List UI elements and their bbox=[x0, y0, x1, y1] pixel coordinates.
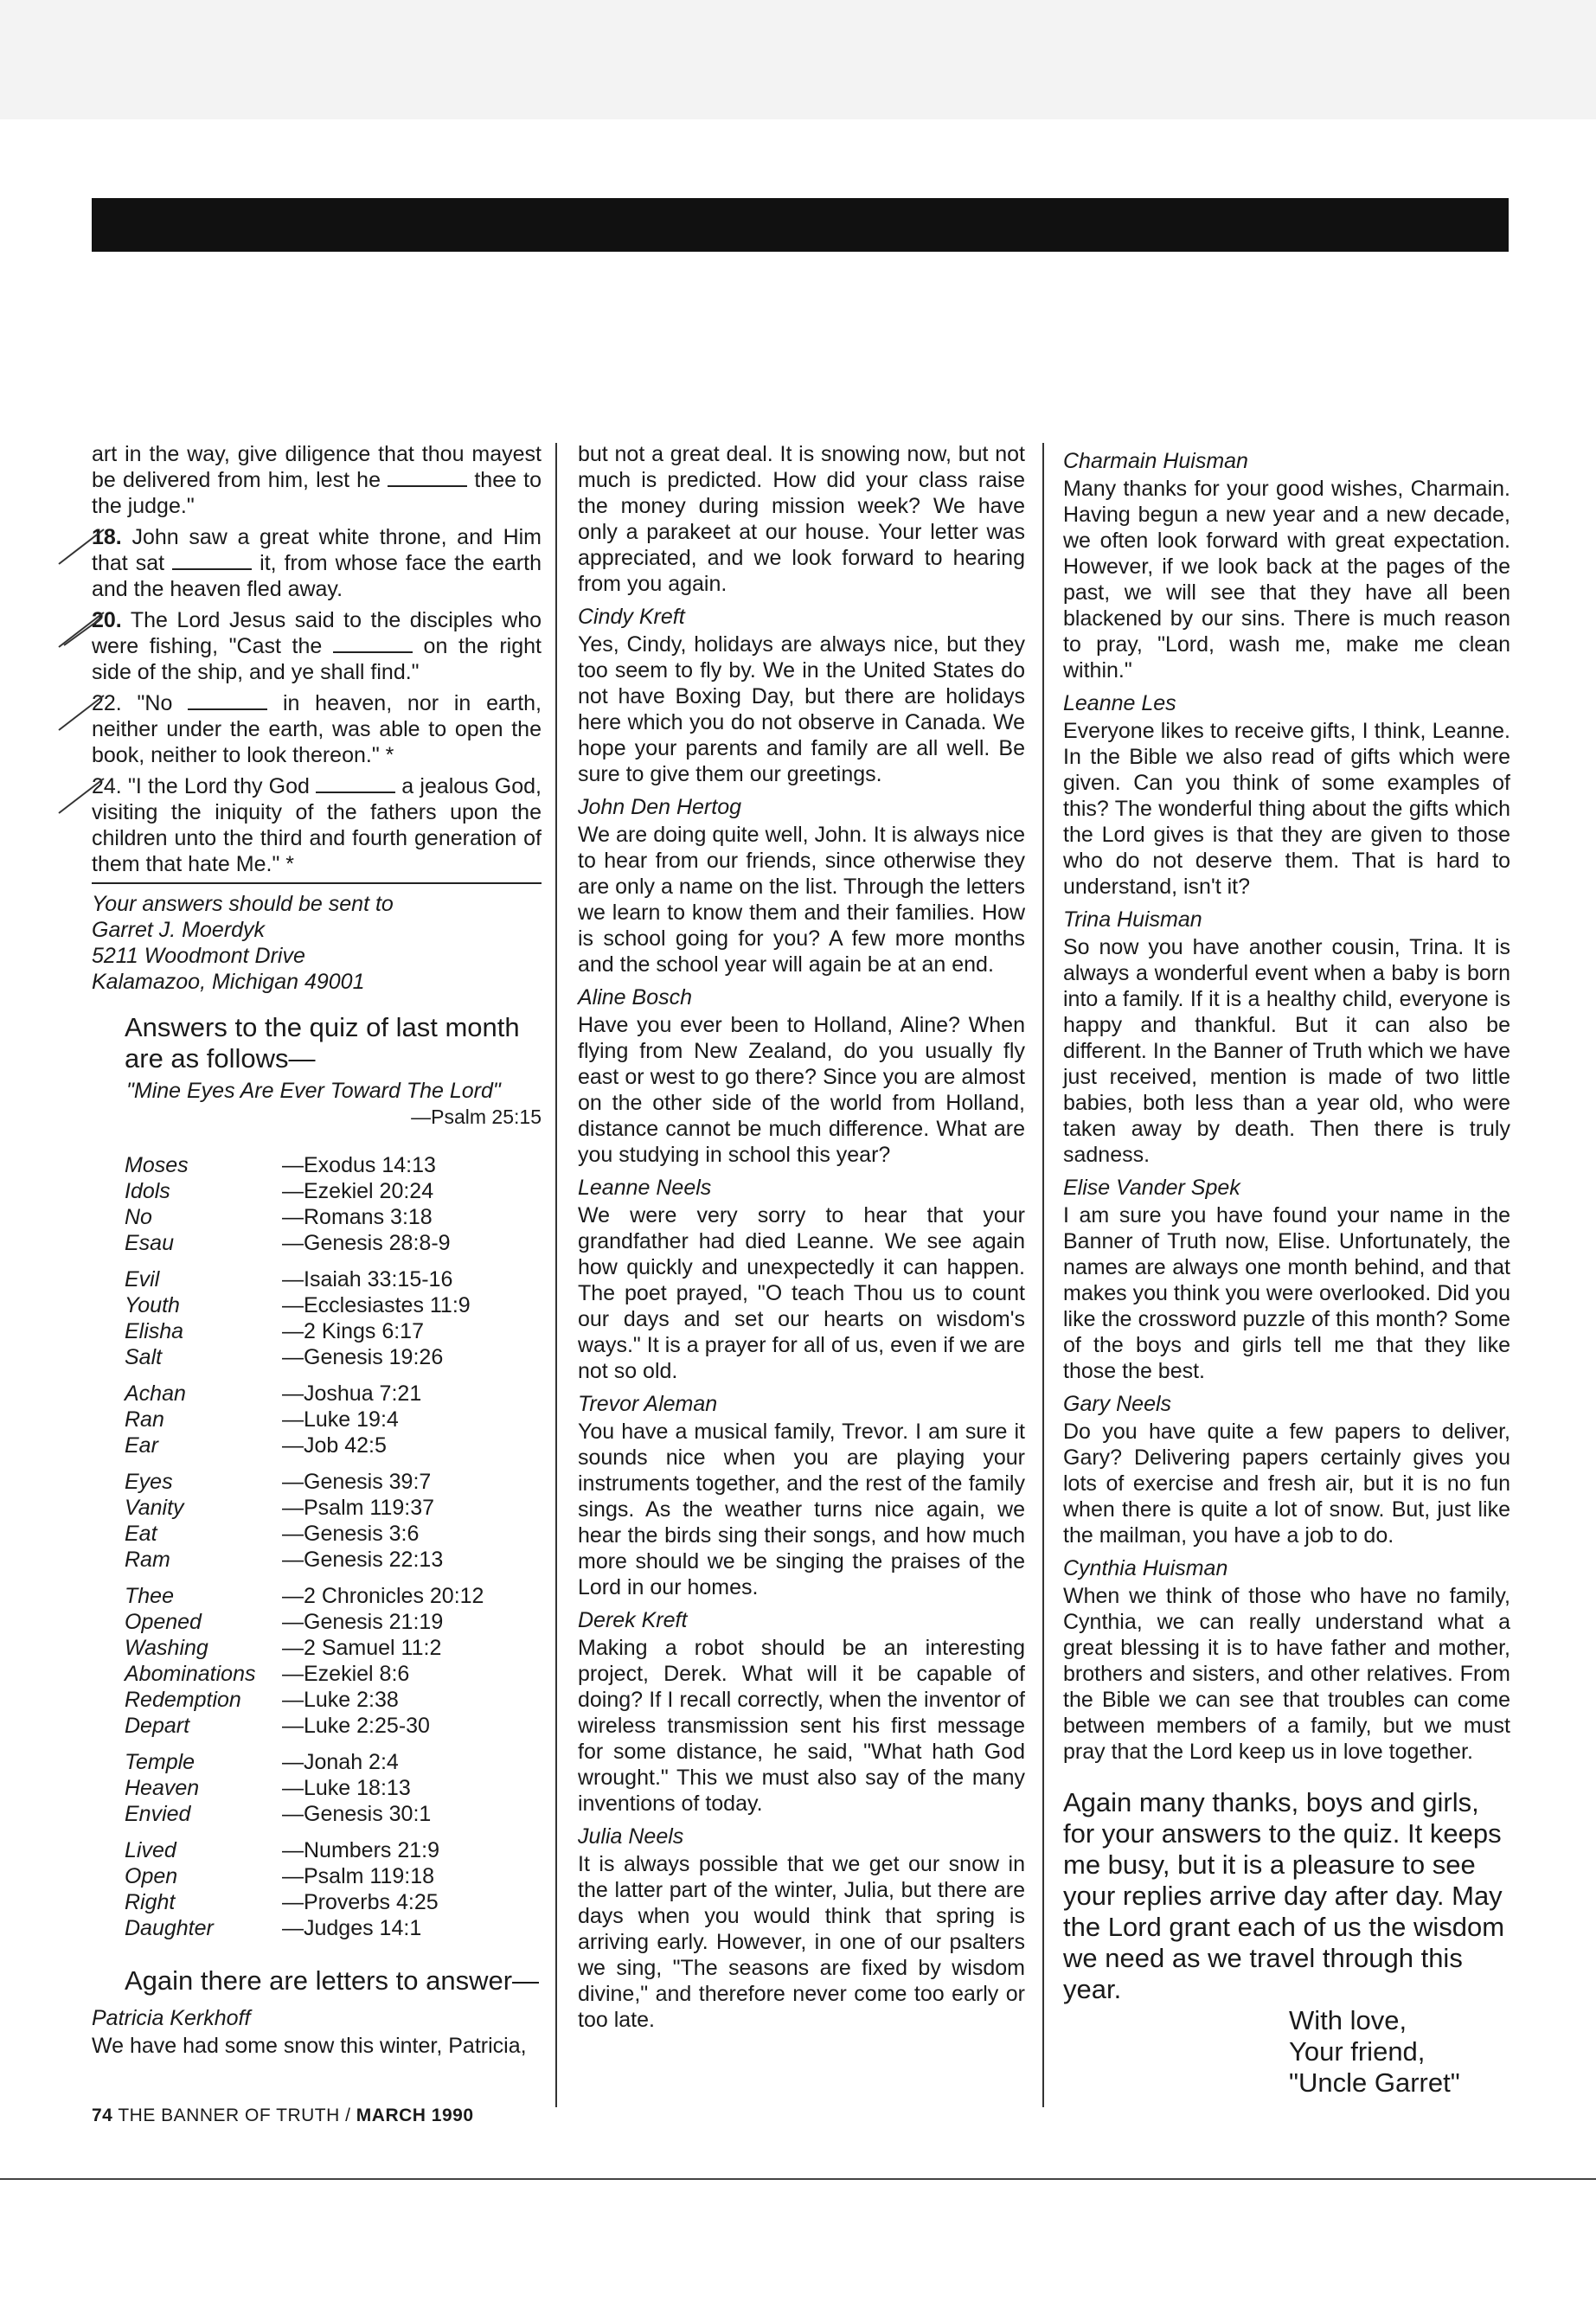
answer-reference: —Genesis 30:1 bbox=[282, 1802, 432, 1826]
answer-row bbox=[125, 1687, 484, 1713]
answer-row bbox=[125, 1827, 484, 1863]
answer-row bbox=[125, 1889, 484, 1915]
answer-reference: —Genesis 21:19 bbox=[282, 1610, 444, 1634]
checkmark-icon bbox=[57, 528, 106, 566]
answer-word: Depart bbox=[125, 1714, 190, 1738]
answer-word: Achan bbox=[125, 1381, 186, 1406]
quiz-question: 22. "No in heaven, nor in earth, neither under the earth, was able to open the book, neither to look thereon." * bbox=[92, 690, 542, 768]
answer-reference: —2 Kings 6:17 bbox=[282, 1319, 424, 1343]
letter-recipient: Cynthia Huisman bbox=[1063, 1556, 1228, 1580]
answer-reference: —Job 42:5 bbox=[282, 1433, 387, 1458]
letter-text: Everyone likes to receive gifts, I think, Leanne. In the Bible we also read of gifts which were given. Can you think of some examples of this? The wonderful thing about the gifts which the Lord gives is that they are given to those who do not deserve them. That is hard to understand, isn't it? bbox=[1063, 719, 1510, 899]
answer-row bbox=[125, 1713, 484, 1739]
answer-reference: —Proverbs 4:25 bbox=[282, 1890, 439, 1914]
answer-word: Right bbox=[125, 1890, 176, 1914]
answer-reference: —Genesis 19:26 bbox=[282, 1345, 444, 1369]
letter-recipient: Charmain Huisman bbox=[1063, 449, 1248, 473]
letter-text: Many thanks for your good wishes, Charmain. Having begun a new year and a new decade, we often look forward with great expectation. However, if we look back at the pages of the past, we will see that they have all been blackened by our sins. There is much reason to pray, "Lord, wash me, make me clean within." bbox=[1063, 477, 1510, 683]
bottom-rule bbox=[0, 2178, 1596, 2180]
letter-text: We are doing quite well, John. It is always nice to hear from our friends, since otherwise they are only a name on the list. Through the letters we learn to know them and their families. How is school going for you? A few more months and the school year will again be at an end. bbox=[578, 823, 1025, 977]
answer-row bbox=[125, 1661, 484, 1687]
answer-reference: —Romans 3:18 bbox=[282, 1205, 433, 1229]
quiz-intro: art in the way, give diligence that thou mayest be delivered from him, lest he thee to the judge." bbox=[92, 442, 542, 518]
answer-reference: —Genesis 39:7 bbox=[282, 1470, 432, 1494]
column-left bbox=[92, 441, 542, 2059]
letter-recipient: Aline Bosch bbox=[578, 985, 693, 1009]
sign-off: With love, bbox=[1289, 2005, 1407, 2035]
answer-word: Envied bbox=[125, 1802, 191, 1826]
answer-row bbox=[125, 1495, 484, 1521]
answer-word: No bbox=[125, 1205, 152, 1229]
answers-heading: Answers to the quiz of last month are as follows— bbox=[125, 1012, 520, 1074]
letter-recipient: Leanne Les bbox=[1063, 691, 1176, 715]
letter-text: but not a great deal. It is snowing now, but not much is predicted. How did your class raise the money during mission week? We have only a parakeet at our house. Your letter was appreciated, and we look forward to hearing from you again. bbox=[578, 442, 1025, 596]
answer-reference: —Luke 2:25-30 bbox=[282, 1714, 430, 1738]
question-number: 20. bbox=[92, 608, 122, 632]
answer-reference: —Psalm 119:37 bbox=[282, 1496, 435, 1520]
answer-reference: —Luke 18:13 bbox=[282, 1776, 411, 1800]
answer-row bbox=[125, 1407, 484, 1433]
answers-table bbox=[125, 1152, 484, 1941]
answer-word: Daughter bbox=[125, 1916, 214, 1940]
answer-word: Open bbox=[125, 1864, 178, 1888]
answer-reference: —Numbers 21:9 bbox=[282, 1838, 440, 1862]
answer-reference: —Joshua 7:21 bbox=[282, 1381, 422, 1406]
column-right bbox=[1063, 441, 1510, 2099]
quiz-question: 18. John saw a great white throne, and Him that sat it, from whose face the earth and the heaven fled away. bbox=[92, 524, 542, 602]
answer-word: Ram bbox=[125, 1548, 170, 1572]
letter-recipient: Trina Huisman bbox=[1063, 907, 1202, 932]
letter-text: You have a musical family, Trevor. I am sure it sounds nice when you are playing your instruments together, and the rest of the family sings. As the weather turns nice again, we hear the birds sing their songs, and how much more should we be singing the praises of the Lord in our homes. bbox=[578, 1420, 1025, 1599]
address-line: Your answers should be sent to bbox=[92, 892, 394, 916]
column-rule bbox=[555, 443, 557, 2107]
answer-reference: —Exodus 14:13 bbox=[282, 1153, 436, 1177]
answer-reference: —Genesis 3:6 bbox=[282, 1522, 420, 1546]
answer-word: Temple bbox=[125, 1750, 195, 1774]
sign-off: Your friend, bbox=[1289, 2036, 1426, 2067]
answer-reference: —Judges 14:1 bbox=[282, 1916, 422, 1940]
answer-row bbox=[125, 1609, 484, 1635]
answer-row bbox=[125, 1801, 484, 1827]
answer-reference: —Jonah 2:4 bbox=[282, 1750, 399, 1774]
checkmark-icon bbox=[57, 694, 106, 732]
letter-text: It is always possible that we get our snow in the latter part of the winter, Julia, but there are days when you would think that spring is arriving early. However, in one of our psalters we sing, "The seasons are fixed by wisdom divine," and therefore never come too early or too late. bbox=[578, 1852, 1025, 2032]
page-footer bbox=[92, 2106, 474, 2126]
answer-reference: —2 Samuel 11:2 bbox=[282, 1636, 442, 1660]
answer-row bbox=[125, 1635, 484, 1661]
answer-word: Esau bbox=[125, 1231, 174, 1255]
letter-recipient: Leanne Neels bbox=[578, 1176, 712, 1200]
answer-row bbox=[125, 1152, 484, 1178]
letter-recipient: Gary Neels bbox=[1063, 1392, 1172, 1416]
answer-reference: —Ezekiel 20:24 bbox=[282, 1179, 434, 1203]
answer-blank bbox=[172, 553, 252, 570]
letter-text: Yes, Cindy, holidays are always nice, but they too seem to fly by. We in the United States do not have Boxing Day, but there are holidays here which you do not observe in Canada. We hope your parents and family are all well. Be sure to give them our greetings. bbox=[578, 632, 1025, 786]
letter-recipient: Cindy Kreft bbox=[578, 605, 685, 629]
answer-reference: —Psalm 119:18 bbox=[282, 1864, 435, 1888]
column-rule bbox=[1042, 443, 1044, 2107]
answer-word: Lived bbox=[125, 1838, 176, 1862]
letter-recipient: Trevor Aleman bbox=[578, 1392, 718, 1416]
answer-word: Eat bbox=[125, 1522, 157, 1546]
publication-name: THE BANNER OF TRUTH / bbox=[118, 2106, 351, 2125]
answer-row bbox=[125, 1344, 484, 1370]
answers-reference: —Psalm 25:15 bbox=[411, 1106, 542, 1128]
answer-word: Eyes bbox=[125, 1470, 173, 1494]
checkmark-icon bbox=[57, 777, 106, 815]
answer-row bbox=[125, 1573, 484, 1609]
answer-blank bbox=[188, 693, 267, 710]
signature: "Uncle Garret" bbox=[1289, 2067, 1460, 2098]
answer-word: Thee bbox=[125, 1584, 174, 1608]
answer-row bbox=[125, 1739, 484, 1775]
answer-row bbox=[125, 1915, 484, 1941]
letters-list bbox=[578, 604, 1025, 2033]
answer-reference: —Luke 2:38 bbox=[282, 1688, 399, 1712]
letter-text: When we think of those who have no family, Cynthia, we can really understand what a great blessing it is to have father and mother, brothers and sisters, and other relatives. From the Bible we can see that troubles can come between members of a family, but we must pray that the Lord keep us in love together. bbox=[1063, 1584, 1510, 1764]
answers-quote: "Mine Eyes Are Ever Toward The Lord" bbox=[126, 1079, 501, 1103]
page-number: 74 bbox=[92, 2106, 113, 2125]
answer-word: Redemption bbox=[125, 1688, 241, 1712]
letters-list bbox=[1063, 448, 1510, 1765]
answer-blank bbox=[388, 470, 467, 487]
letter-text: So now you have another cousin, Trina. It is always a wonderful event when a baby is born into a family. If it is a healthy child, everyone is happy and thankful. But it can also be different. In the Banner of Truth which we have just received, mention is made of two little babies, both less than a year old, who were taken away by death. Then there is truly sadness. bbox=[1063, 935, 1510, 1167]
letter-recipient: Elise Vander Spek bbox=[1063, 1176, 1240, 1200]
letter-text: We have had some snow this winter, Patricia, bbox=[92, 2034, 527, 2058]
divider bbox=[92, 882, 542, 884]
answer-row bbox=[125, 1318, 484, 1344]
column-middle bbox=[578, 441, 1025, 2036]
question-number: 18. bbox=[92, 525, 122, 549]
answer-reference: —Luke 19:4 bbox=[282, 1407, 399, 1432]
question-number: 22. bbox=[92, 691, 122, 715]
answer-word: Washing bbox=[125, 1636, 208, 1660]
letters-heading: Again there are letters to answer— bbox=[125, 1965, 540, 1996]
checkmark-icon bbox=[57, 611, 106, 649]
letter-recipient: Derek Kreft bbox=[578, 1608, 688, 1632]
question-number: 24. bbox=[92, 774, 122, 798]
answer-row bbox=[125, 1292, 484, 1318]
answer-reference: —Ezekiel 8:6 bbox=[282, 1662, 410, 1686]
answer-reference: —Ecclesiastes 11:9 bbox=[282, 1293, 471, 1317]
answer-row bbox=[125, 1775, 484, 1801]
answer-reference: —Isaiah 33:15-16 bbox=[282, 1267, 453, 1292]
answer-word: Opened bbox=[125, 1610, 202, 1634]
answer-row bbox=[125, 1370, 484, 1407]
answer-word: Evil bbox=[125, 1267, 160, 1292]
quiz-question: 24. "I the Lord thy God a jealous God, visiting the iniquity of the fathers upon the children unto the third and fourth generation of them that hate Me." * bbox=[92, 773, 542, 877]
letter-text: I am sure you have found your name in the Banner of Truth now, Elise. Unfortunately, the names are always one month behind, and that makes you think you were overlooked. Did you like the crossword puzzle of this month? Some of the boys and girls tell me that they like those the best. bbox=[1063, 1203, 1510, 1383]
answer-word: Youth bbox=[125, 1293, 180, 1317]
address-line: Garret J. Moerdyk bbox=[92, 918, 266, 942]
closing-paragraph: Again many thanks, boys and girls, for your answers to the quiz. It keeps me busy, but it is a pleasure to see your replies arrive day after day. May the Lord grant each of us the wisdom we need as we travel through this year. bbox=[1063, 1787, 1505, 2004]
answer-word: Abominations bbox=[125, 1662, 256, 1686]
address-line: 5211 Woodmont Drive bbox=[92, 944, 305, 968]
answer-word: Vanity bbox=[125, 1496, 184, 1520]
answer-reference: —Genesis 28:8-9 bbox=[282, 1231, 451, 1255]
answer-reference: —2 Chronicles 20:12 bbox=[282, 1584, 484, 1608]
header-bar bbox=[92, 198, 1509, 252]
answer-word: Ear bbox=[125, 1433, 158, 1458]
answer-word: Idols bbox=[125, 1179, 170, 1203]
answer-row bbox=[125, 1521, 484, 1547]
answer-row bbox=[125, 1178, 484, 1204]
answer-row bbox=[125, 1256, 484, 1292]
answer-word: Salt bbox=[125, 1345, 163, 1369]
issue-date: MARCH 1990 bbox=[356, 2106, 474, 2125]
answer-row bbox=[125, 1204, 484, 1230]
answer-word: Moses bbox=[125, 1153, 189, 1177]
answer-word: Elisha bbox=[125, 1319, 184, 1343]
answer-row bbox=[125, 1433, 484, 1458]
answer-row bbox=[125, 1230, 484, 1256]
answer-reference: —Genesis 22:13 bbox=[282, 1548, 444, 1572]
letter-recipient: Patricia Kerkhoff bbox=[92, 2006, 251, 2030]
answer-blank bbox=[316, 776, 395, 793]
answer-row bbox=[125, 1458, 484, 1495]
quiz-question: 20. The Lord Jesus said to the disciples who were fishing, "Cast the on the right side of the ship, and ye shall find." bbox=[92, 607, 542, 685]
answer-word: Heaven bbox=[125, 1776, 200, 1800]
letter-text: We were very sorry to hear that your grandfather had died Leanne. We see again how quickly and unexpectedly it can happen. The poet prayed, "O teach Thou us to count our days and set our hearts on wisdom's ways." It is a prayer for all of us, even if we are not so old. bbox=[578, 1203, 1025, 1383]
answer-row bbox=[125, 1863, 484, 1889]
page-top-band bbox=[0, 0, 1596, 119]
letter-text: Have you ever been to Holland, Aline? When flying from New Zealand, do you usually fly east or west to go there? Since you are almost on the other side of the world from Holland, distance cannot be much difference. What are you studying in school this year? bbox=[578, 1013, 1025, 1167]
letter-text: Do you have quite a few papers to deliver, Gary? Delivering papers certainly gives you lots of exercise and fresh air, but it is no fun when there is quite a lot of snow. But, just like the mailman, you have a job to do. bbox=[1063, 1420, 1510, 1548]
letter-text: Making a robot should be an interesting project, Derek. What will it be capable of doing? If I recall correctly, when the inventor of wireless transmission sent his first message for some distance, he said, "What hath God wrought." This we must also say of the many inventions of today. bbox=[578, 1636, 1025, 1816]
letter-recipient: John Den Hertog bbox=[578, 795, 742, 819]
answer-word: Ran bbox=[125, 1407, 164, 1432]
answer-blank bbox=[333, 636, 413, 653]
address-line: Kalamazoo, Michigan 49001 bbox=[92, 970, 365, 994]
answer-row bbox=[125, 1547, 484, 1573]
letter-recipient: Julia Neels bbox=[578, 1824, 684, 1849]
